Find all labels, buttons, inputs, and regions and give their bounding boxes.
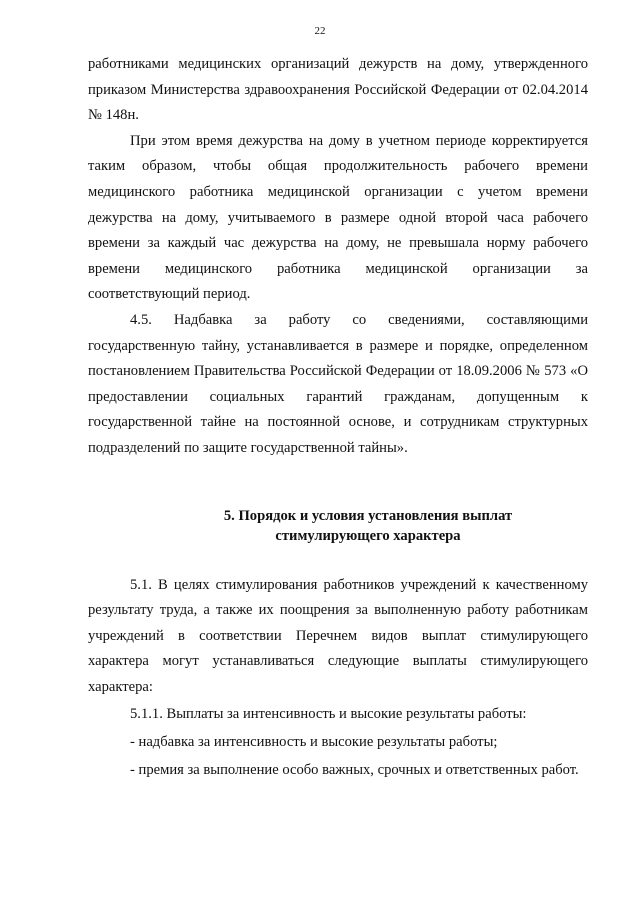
paragraph-duty-time: При этом время дежурства на дому в учетном периоде корректируется таким образом, чтобы общая продолжительность рабочего времени медицинского работника медицинской организации с учетом времени дежурства на дому, учитываемого в размере одной второй часа рабочего времени за каждый час дежурства на дому, не превышала норму рабочего времени медицинского работника медицинской организации за соответствующий период. xyxy=(88,132,588,303)
section-5-heading xyxy=(88,506,588,546)
page-number: 22 xyxy=(314,25,326,37)
document-body xyxy=(88,52,588,783)
paragraph-5-1-1: 5.1.1. Выплаты за интенсивность и высокие результаты работы: xyxy=(130,706,527,723)
section-5-heading-line1: 5. Порядок и условия установления выплат xyxy=(223,507,513,524)
paragraph-5-1: 5.1. В целях стимулирования работников учреждений к качественному результату труда, а также их поощрения за выполненную работу работникам учреждений в соответствии Перечнем видов выплат стимулирующего характера могут устанавливаться следующие выплаты стимулирующего характера: xyxy=(88,576,588,695)
paragraph-continuation: работниками медицинских организаций дежурств на дому, утвержденного приказом Министерства здравоохранения Российской Федерации от 02.04.2014 № 148н. xyxy=(88,56,588,124)
section-5-heading-line2: стимулирующего характера xyxy=(275,527,461,544)
paragraph-4-5: 4.5. Надбавка за работу со сведениями, составляющими государственную тайну, устанавливается в размере и порядке, определенном постановлением Правительства Российской Федерации от 18.09.2006 № 573 «О предоставлении социальных гарантий гражданам, допущенным к государственной тайне на постоянной основе, и сотрудникам структурных подразделений по защите государственной тайны». xyxy=(88,311,588,456)
list-item-allowance: - надбавка за интенсивность и высокие результаты работы; xyxy=(130,734,498,751)
list-item-bonus: - премия за выполнение особо важных, срочных и ответственных работ. xyxy=(130,761,579,778)
